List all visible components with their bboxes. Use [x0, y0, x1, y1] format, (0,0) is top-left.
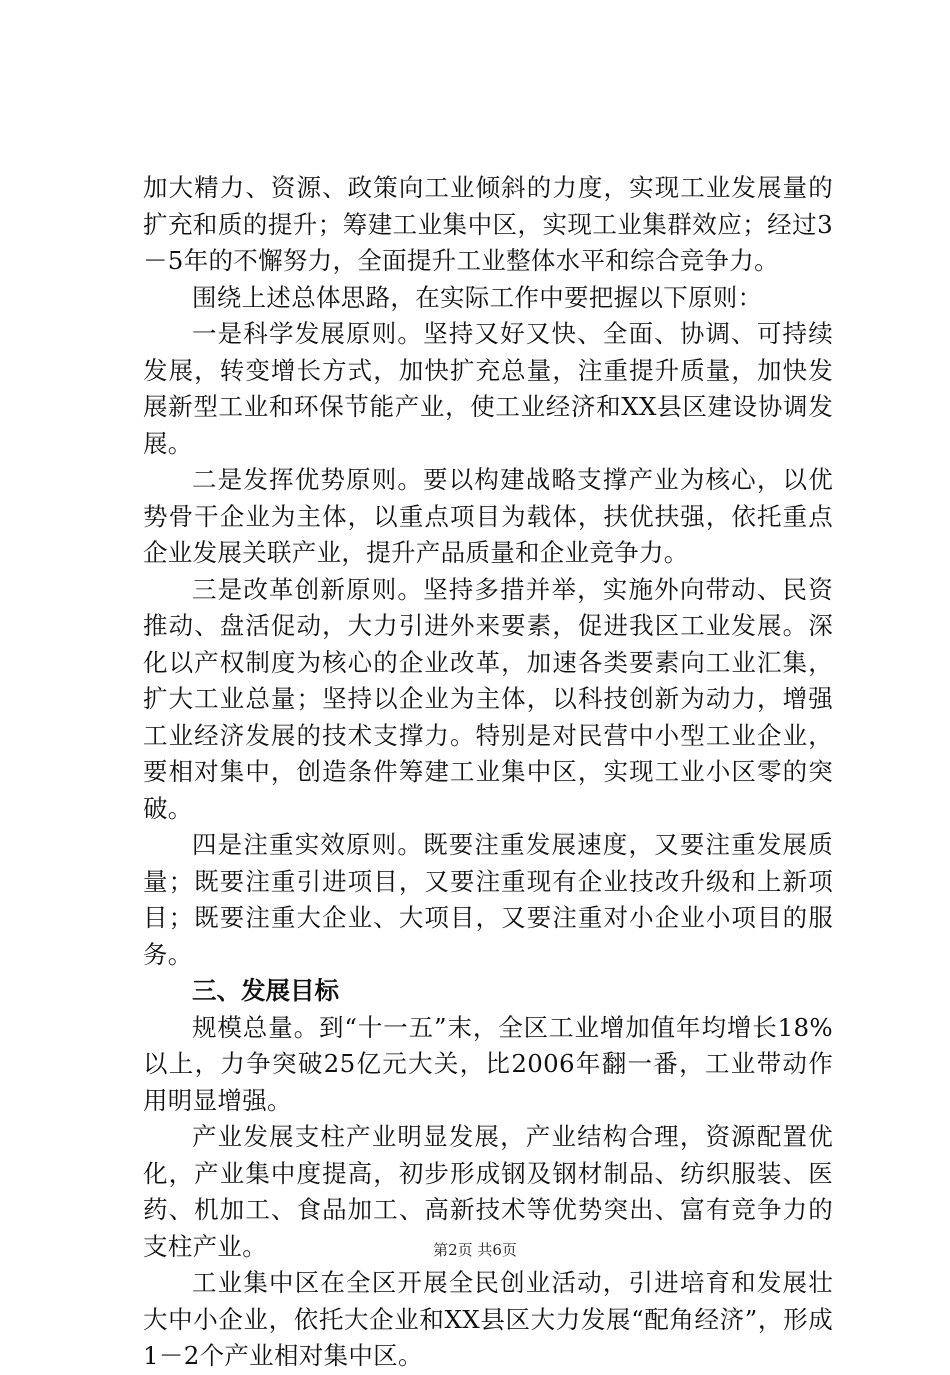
- paragraph: 二是发挥优势原则。要以构建战略支撑产业为核心，以优势骨干企业为主体，以重点项目为载体，扶优扶强，依托重点企业发展关联产业，提升产品质量和企业竞争力。: [143, 465, 833, 567]
- page-footer: 第2页 共6页: [433, 1241, 517, 1259]
- paragraph: 规模总量。到“十一五”末，全区工业增加值年均增长18%以上，力争突破25亿元大关，比2006年翻一番，工业带动作用明显增强。: [143, 1012, 833, 1115]
- paragraph: 一是科学发展原则。坚持又好又快、全面、协调、可持续发展，转变增长方式，加快扩充总量，注重提升质量，加快发展新型工业和环保节能产业，使工业经济和XX县区建设协调发展。: [143, 319, 833, 458]
- paragraph: 四是注重实效原则。既要注重发展速度，又要注重发展质量；既要注重引进项目，又要注重现有企业技改升级和上新项目；既要注重大企业、大项目，又要注重对小企业小项目的服务。: [143, 830, 833, 969]
- paragraph: 产业发展支柱产业明显发展，产业结构合理，资源配置优化，产业集中度提高，初步形成钢及钢材制品、纺织服装、医药、机加工、食品加工、高新技术等优势突出、富有竞争力的支柱产业。: [143, 1122, 833, 1261]
- paragraph: 围绕上述总体思路，在实际工作中要把握以下原则：: [192, 282, 763, 312]
- paragraph: 工业集中区在全区开展全民创业活动，引进培育和发展壮大中小企业，依托大企业和XX县区大力发展“配角经济”，形成1－2个产业相对集中区。: [143, 1268, 833, 1370]
- paragraph: 加大精力、资源、政策向工业倾斜的力度，实现工业发展量的扩充和质的提升；筹建工业集中区，实现工业集群效应；经过3－5年的不懈努力，全面提升工业整体水平和综合竞争力。: [143, 173, 833, 275]
- section-heading: 三、发展目标: [192, 976, 339, 1005]
- paragraph: 三是改革创新原则。坚持多措并举，实施外向带动、民资推动、盘活促动，大力引进外来要素，促进我区工业发展。深化以产权制度为核心的企业改革，加速各类要素向工业汇集，扩大工业总量；坚持以企业为主体，以科技创新为动力，增强工业经济发展的技术支撑力。特别是对民营中小型工业企业，要相对集中，创造条件筹建工业集中区，实现工业小区零的突破。: [143, 574, 833, 823]
- document-body: [143, 170, 833, 1375]
